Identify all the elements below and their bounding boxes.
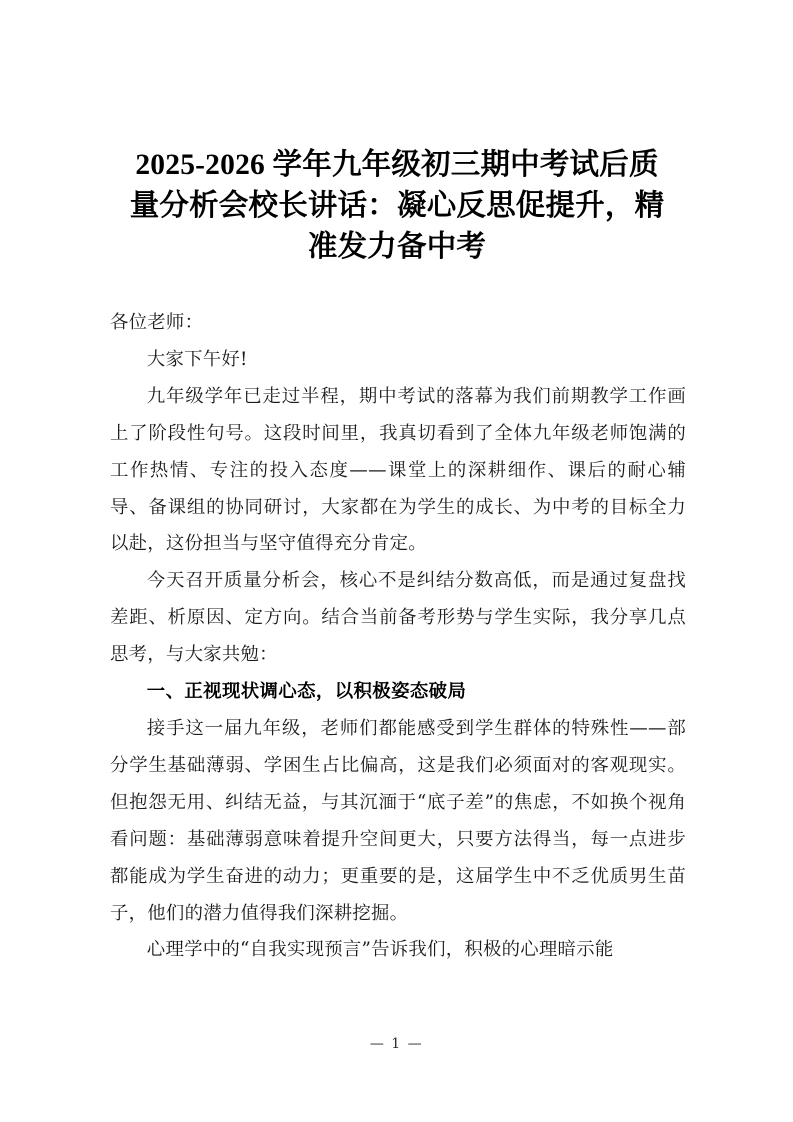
section-paragraph-1: 接手这一届九年级，老师们都能感受到学生群体的特殊性——部分学生基础薄弱、学困生占比偏高，这是我们必须面对的客观现实。但抱怨无用、纠结无益，与其沉湎于“底子差”的焦虑，不如换个视角看问题：基础薄弱意味着提升空间更大，只要方法得当，每一点进步都能成为学生奋进的动力；更重要的是，这届学生中不乏优质男生苗子，他们的潜力值得我们深耕挖掘。 bbox=[110, 717, 686, 924]
document-body bbox=[110, 305, 686, 969]
page-title bbox=[108, 145, 686, 268]
body-paragraph-2: 今天召开质量分析会，核心不是纠结分数高低，而是通过复盘找差距、析原因、定方向。结合当前备考形势与学生实际，我分享几点思考，与大家共勉： bbox=[110, 570, 686, 666]
page-title-line-3: 准发力备中考 bbox=[307, 231, 487, 263]
greeting: 大家下午好! bbox=[146, 348, 248, 370]
body-paragraph-1: 九年级学年已走过半程，期中考试的落幕为我们前期教学工作画上了阶段性句号。这段时间里，我真切看到了全体九年级老师饱满的工作热情、专注的投入态度——课堂上的深耕细作、课后的耐心辅导、备课组的协同研讨，大家都在为学生的成长、为中考的目标全力以赴，这份担当与坚守值得充分肯定。 bbox=[110, 385, 686, 555]
page-title-line-1: 2025-2026 学年九年级初三期中考试后质 bbox=[135, 149, 659, 181]
page-number-footer: — 1 — bbox=[369, 1036, 424, 1052]
salutation: 各位老师： bbox=[110, 312, 204, 333]
section-heading-1: 一、正视现状调心态，以积极姿态破局 bbox=[146, 681, 467, 703]
page-title-line-2: 量分析会校长讲话：凝心反思促提升，精 bbox=[129, 190, 665, 222]
section-paragraph-2: 心理学中的“自我实现预言”告诉我们，积极的心理暗示能 bbox=[146, 939, 614, 961]
